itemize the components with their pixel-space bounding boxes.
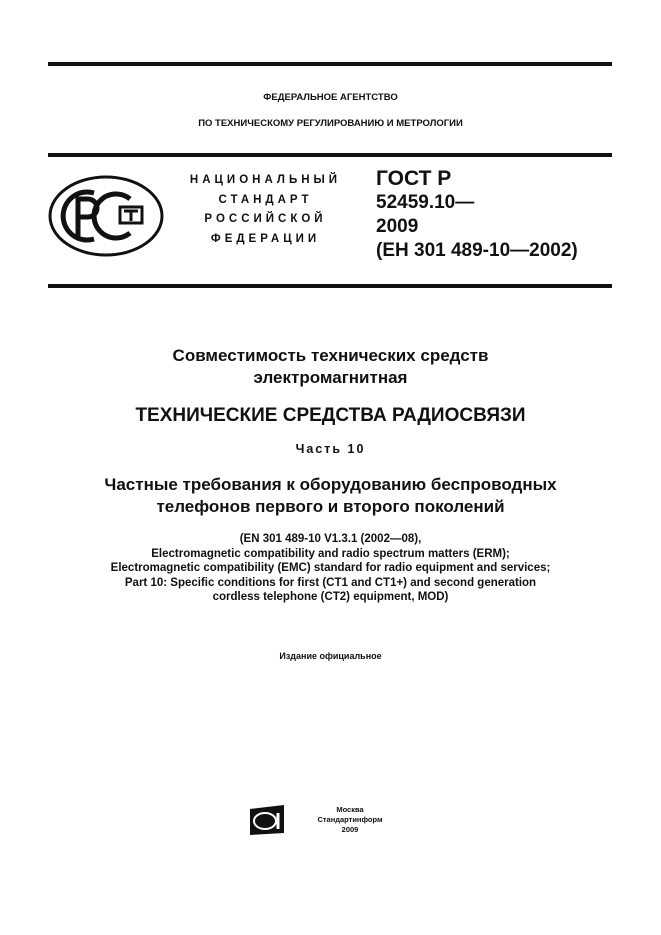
- english-title: [0, 532, 661, 605]
- national-line: НАЦИОНАЛЬНЫЙ: [189, 174, 342, 186]
- english-line: Electromagnetic compatibility (EMC) standard for radio equipment and services;: [110, 562, 551, 574]
- national-line: ФЕДЕРАЦИИ: [210, 232, 321, 245]
- title-line-1: Совместимость технических средств: [172, 346, 489, 365]
- publisher-info: [310, 805, 390, 835]
- main-title: ТЕХНИЧЕСКИЕ СРЕДСТВА РАДИОСВЯЗИ: [135, 405, 526, 426]
- middle-rule: [48, 153, 612, 157]
- publisher-name: Стандартинформ: [317, 815, 383, 824]
- agency-line-1: ФЕДЕРАЛЬНОЕ АГЕНТСТВО: [263, 92, 398, 103]
- english-line: Electromagnetic compatibility and radio spectrum matters (ERM);: [151, 547, 510, 560]
- bottom-rule: [48, 284, 612, 288]
- gost-designation: [376, 167, 578, 263]
- english-line: cordless telephone (CT2) equipment, MOD): [212, 591, 449, 603]
- agency-line-2: ПО ТЕХНИЧЕСКОМУ РЕГУЛИРОВАНИЮ И МЕТРОЛОГИИ: [198, 118, 463, 129]
- gost-line: 52459.10—: [376, 192, 475, 213]
- subtitle-line-2: телефонов первого и второго поколений: [156, 497, 505, 516]
- title-line-2: электромагнитная: [253, 368, 408, 387]
- national-standard-label: [168, 171, 363, 249]
- part-label: Часть 10: [295, 442, 366, 456]
- gost-logo-icon: [48, 175, 164, 257]
- publisher-city: Москва: [336, 805, 364, 814]
- top-rule: [48, 62, 612, 66]
- national-line: РОССИЙСКОЙ: [204, 213, 327, 225]
- english-line: (EN 301 489-10 V1.3.1 (2002—08),: [239, 533, 422, 545]
- english-line: Part 10: Specific conditions for first (CT1 and CT1+) and second generation: [124, 576, 537, 589]
- gost-line: ГОСТ Р: [376, 167, 452, 190]
- gost-line: 2009: [376, 216, 419, 237]
- publisher-year: 2009: [341, 825, 359, 834]
- subtitle-line-1: Частные требования к оборудованию беспроводных: [104, 475, 557, 494]
- publisher-logo-icon: [248, 803, 288, 837]
- gost-line: (ЕН 301 489-10—2002): [376, 240, 578, 261]
- edition-label: Издание официальное: [279, 651, 382, 661]
- national-line: СТАНДАРТ: [218, 193, 313, 206]
